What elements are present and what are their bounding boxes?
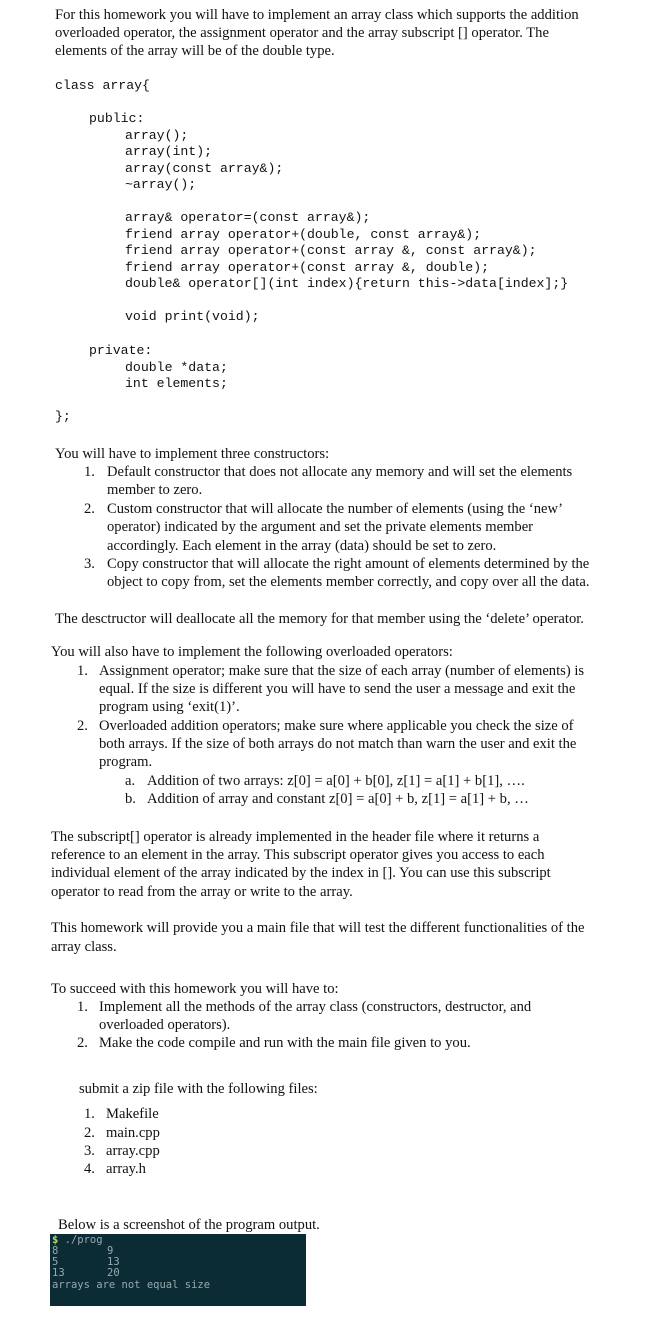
output-caption: Below is a screenshot of the program output. — [58, 1217, 320, 1233]
list-item-line: Custom constructor that will allocate the number of elements (using the ‘new’ — [107, 501, 563, 517]
list-item-line: operator) indicated by the argument and set the private elements member — [107, 519, 534, 535]
code-line: ~array(); — [125, 177, 197, 192]
list-item-line: Implement all the methods of the array class (constructors, destructor, and — [99, 999, 532, 1015]
list-number: 3. — [84, 556, 95, 572]
sublist-letter: a. — [125, 773, 136, 789]
subscript-line-2: reference to an element in the array. This subscript operator gives you access to each — [51, 847, 545, 863]
code-line: array(int); — [125, 144, 213, 159]
sublist-item: Addition of array and constant z[0] = a[0] + b, z[1] = a[1] + b, … — [147, 791, 529, 807]
file-number: 2. — [84, 1125, 95, 1141]
submit-heading: submit a zip file with the following files: — [79, 1081, 318, 1097]
code-print-line: void print(void); — [125, 309, 260, 324]
list-number: 2. — [84, 501, 95, 517]
list-number: 1. — [77, 999, 88, 1015]
list-item-line: both arrays. If the size of both arrays do not match than warn the user and exit the — [99, 736, 577, 752]
terminal-row — [50, 1257, 306, 1268]
file-name: Makefile — [106, 1106, 159, 1122]
list-item-line: Overloaded addition operators; make sure where applicable you check the size of — [99, 718, 574, 734]
terminal-value: 20 — [107, 1267, 120, 1279]
mainfile-line-1: This homework will provide you a main file that will test the different functionalities of the — [51, 920, 585, 936]
list-item-line: program using ‘exit(1)’. — [99, 699, 240, 715]
terminal-value: 13 — [107, 1256, 120, 1268]
code-line: friend array operator+(const array &, const array&); — [125, 243, 537, 258]
file-number: 3. — [84, 1143, 95, 1159]
terminal-prompt-line — [52, 1235, 103, 1246]
intro-line-1: For this homework you will have to implement an array class which supports the addition — [55, 7, 579, 23]
file-name: array.cpp — [106, 1143, 160, 1159]
list-item-line: program. — [99, 754, 153, 770]
code-class-open: class array{ — [55, 78, 150, 93]
terminal-screenshot — [50, 1234, 306, 1306]
list-item-line: Copy constructor that will allocate the right amount of elements determined by the — [107, 556, 590, 572]
code-line: int elements; — [125, 376, 228, 391]
code-line: friend array operator+(const array &, double); — [125, 260, 490, 275]
code-line: array(); — [125, 128, 189, 143]
intro-line-2: overloaded operator, the assignment operator and the array subscript [] operator. The — [55, 25, 549, 41]
terminal-message: arrays are not equal size — [52, 1279, 211, 1291]
list-number: 2. — [77, 718, 88, 734]
sublist-item: Addition of two arrays: z[0] = a[0] + b[0], z[1] = a[1] + b[1], …. — [147, 773, 525, 789]
list-item-line: overloaded operators). — [99, 1017, 231, 1033]
code-line: array& operator=(const array&); — [125, 210, 371, 225]
operators-heading: You will also have to implement the following overloaded operators: — [51, 644, 453, 660]
destructor-text: The desctructor will deallocate all the memory for that member using the ‘delete’ operator. — [55, 611, 584, 627]
list-number: 1. — [84, 464, 95, 480]
file-number: 1. — [84, 1106, 95, 1122]
code-line: array(const array&); — [125, 161, 284, 176]
file-number: 4. — [84, 1161, 95, 1177]
file-name: main.cpp — [106, 1125, 160, 1141]
file-name: array.h — [106, 1161, 146, 1177]
terminal-row — [50, 1268, 306, 1279]
prompt-symbol: $ — [52, 1234, 59, 1246]
sublist-letter: b. — [125, 791, 136, 807]
terminal-value: 8 — [52, 1245, 59, 1257]
mainfile-line-2: array class. — [51, 939, 117, 955]
list-item-line: Default constructor that does not allocate any memory and will set the elements — [107, 464, 573, 480]
succeed-heading: To succeed with this homework you will have to: — [51, 981, 339, 997]
list-item-line: equal. If the size is different you will have to send the user a message and exit the — [99, 681, 576, 697]
list-item-line: Assignment operator; make sure that the size of each array (number of elements) is — [99, 663, 585, 679]
code-public-label: public: — [89, 111, 145, 126]
subscript-line-1: The subscript[] operator is already implemented in the header file where it returns a — [51, 829, 540, 845]
list-item-line: object to copy from, set the elements member correctly, and copy over all the data. — [107, 574, 590, 590]
list-item-line: accordingly. Each element in the array (data) should be set to zero. — [107, 538, 497, 554]
intro-line-3: elements of the array will be of the double type. — [55, 43, 335, 59]
constructors-heading: You will have to implement three constructors: — [55, 446, 330, 462]
code-line: double *data; — [125, 360, 228, 375]
code-class-close: }; — [55, 409, 71, 424]
list-number: 2. — [77, 1035, 88, 1051]
code-line: friend array operator+(double, const array&); — [125, 227, 482, 242]
terminal-row — [50, 1246, 306, 1257]
terminal-value: 5 — [52, 1256, 59, 1268]
terminal-value: 9 — [107, 1245, 114, 1257]
list-item-line: Make the code compile and run with the main file given to you. — [99, 1035, 471, 1051]
subscript-line-4: operator to read from the array or write to the array. — [51, 884, 353, 900]
code-private-label: private: — [89, 343, 153, 358]
code-line: double& operator[](int index){return this->data[index];} — [125, 276, 569, 291]
terminal-value: 13 — [52, 1267, 65, 1279]
subscript-line-3: individual element of the array indicated by the index in []. You can use this subscript — [51, 865, 551, 881]
list-number: 1. — [77, 663, 88, 679]
list-item-line: member to zero. — [107, 482, 203, 498]
terminal-command: ./prog — [58, 1234, 103, 1246]
